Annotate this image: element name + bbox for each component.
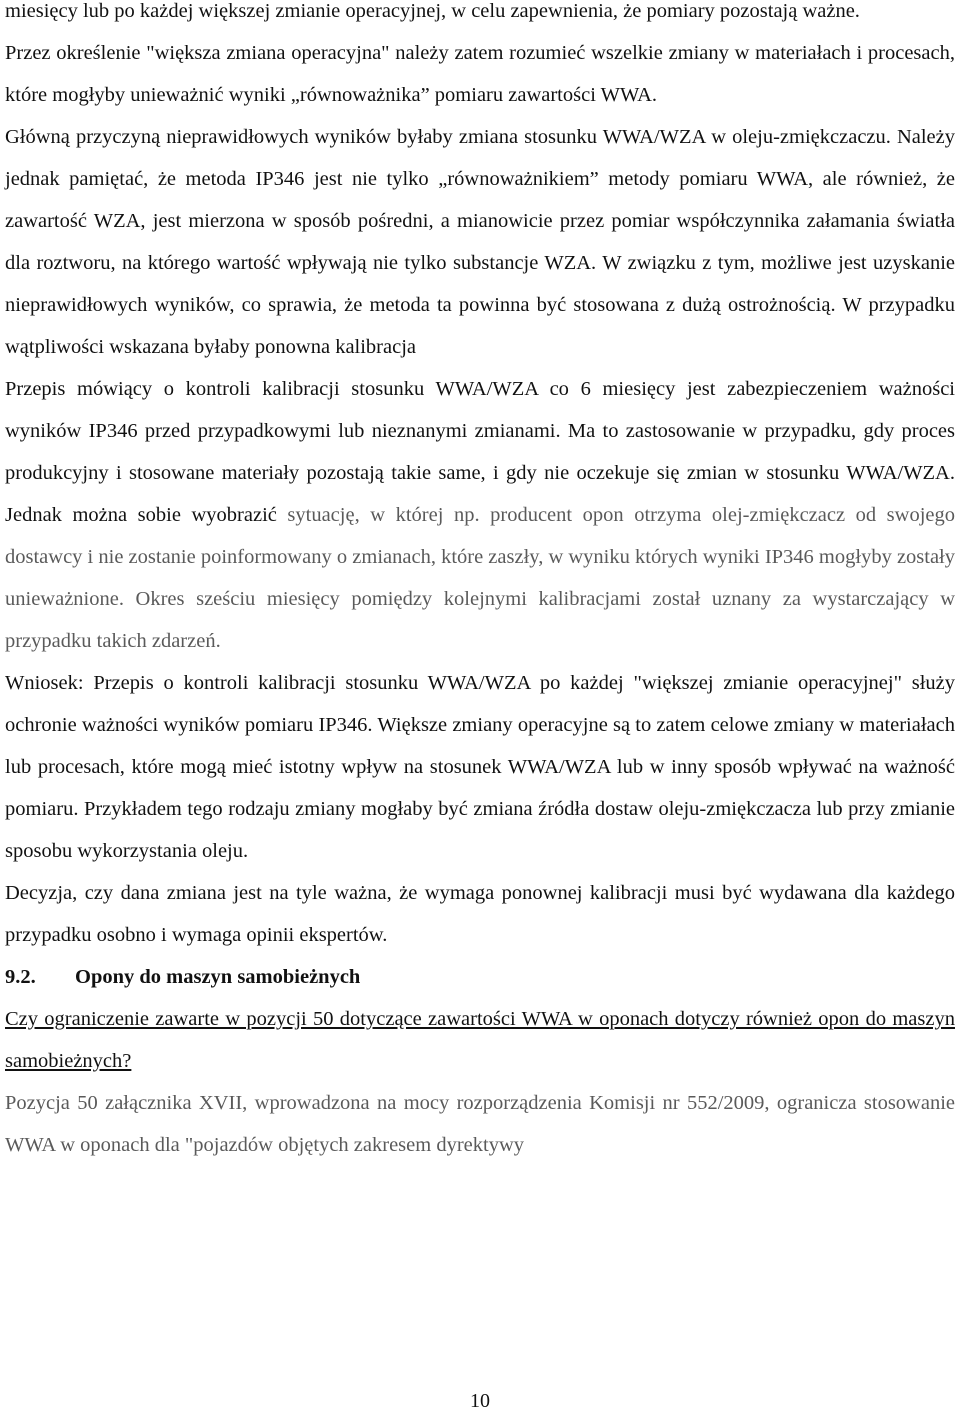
section-number: 9.2. (5, 966, 36, 988)
paragraph-main-cause-note: W przypadku wątpliwości wskazana byłaby ponowna kalibracja (5, 294, 955, 358)
paragraph-decision: Decyzja, czy dana zmiana jest na tyle ważna, że wymaga ponownej kalibracji musi być wydawana dla każdego przypadku osobno i wymaga opinii ekspertów. (5, 882, 955, 946)
paragraph-intro: miesięcy lub po każdej większej zmianie operacyjnej, w celu zapewnienia, że pomiary pozostają ważne. (5, 0, 860, 22)
section-heading (5, 956, 955, 998)
page-number: 10 (470, 1390, 490, 1412)
question-text: Czy ograniczenie zawarte w pozycji 50 dotyczące zawartości WWA w oponach dotyczy również opon do maszyn samobieżnych? (5, 1008, 955, 1072)
paragraph-calibration-example: sytuację, w której np. producent opon otrzyma olej-zmiękczacz od swojego dostawcy i nie zostanie poinformowany o zmianach, które zaszły, w wyniku których wyniki IP346 mogłyby zostały unieważnione. Okres sześciu miesięcy pomiędzy kolejnymi kalibracjami został uznany za wystarczający w przypadku takich zdarzeń. (5, 504, 956, 652)
paragraph-main-cause-text: Główną przyczyną nieprawidłowych wyników byłaby zmiana stosunku WWA/WZA w oleju-zmiękczaczu. Należy jednak pamiętać, że metoda IP346 jest nie tylko „równoważnikiem” metody pomiaru WWA, ale również, że zawartość WZA, jest mierzona w sposób pośredni, a mianowicie przez pomiar współczynnika załamania światła dla roztworu, na którego wartość wpływają nie tylko substancje WZA. W związku z tym, możliwe jest uzyskanie nieprawidłowych wyników, co sprawia, że metoda ta powinna być stosowana z dużą ostrożnością. (5, 126, 955, 316)
paragraph-calibration-text: Przepis mówiący o kontroli kalibracji stosunku WWA/WZA co 6 miesięcy jest zabezpieczeniem ważności wyników IP346 przed przypadkowymi lub nieznanymi zmianami. Ma to zastosowanie w przypadku, gdy proces produkcyjny i stosowane materiały pozostają takie same, i gdy nie oczekuje się zmian w stosunku WWA/WZA. Jednak można sobie wyobrazić (5, 378, 955, 526)
answer-text: Pozycja 50 załącznika XVII, wprowadzona na mocy rozporządzenia Komisji nr 552/2009, ogranicza stosowanie WWA w oponach dla "pojazdów objętych zakresem dyrektywy (5, 1092, 955, 1156)
section-title: Opony do maszyn samobieżnych (75, 966, 361, 988)
paragraph-definition: Przez określenie "większa zmiana operacyjna" należy zatem rozumieć wszelkie zmiany w materiałach i procesach, które mogłyby unieważnić wyniki „równoważnika” pomiaru zawartości WWA. (5, 42, 955, 106)
paragraph-conclusion: Wniosek: Przepis o kontroli kalibracji stosunku WWA/WZA po każdej "większej zmianie operacyjnej" służy ochronie ważności wyników pomiaru IP346. Większe zmiany operacyjne są to zatem celowe zmiany w materiałach lub procesach, które mogą mieć istotny wpływ na stosunek WWA/WZA lub w inny sposób wpływać na ważność pomiaru. Przykładem tego rodzaju zmiany mogłaby być zmiana źródła dostaw oleju-zmiękczacza lub przy zmianie sposobu wykorzystania oleju. (5, 672, 955, 862)
paragraph-main-cause (5, 116, 955, 368)
document-body (5, 0, 955, 1166)
paragraph-calibration-rule (5, 368, 955, 662)
